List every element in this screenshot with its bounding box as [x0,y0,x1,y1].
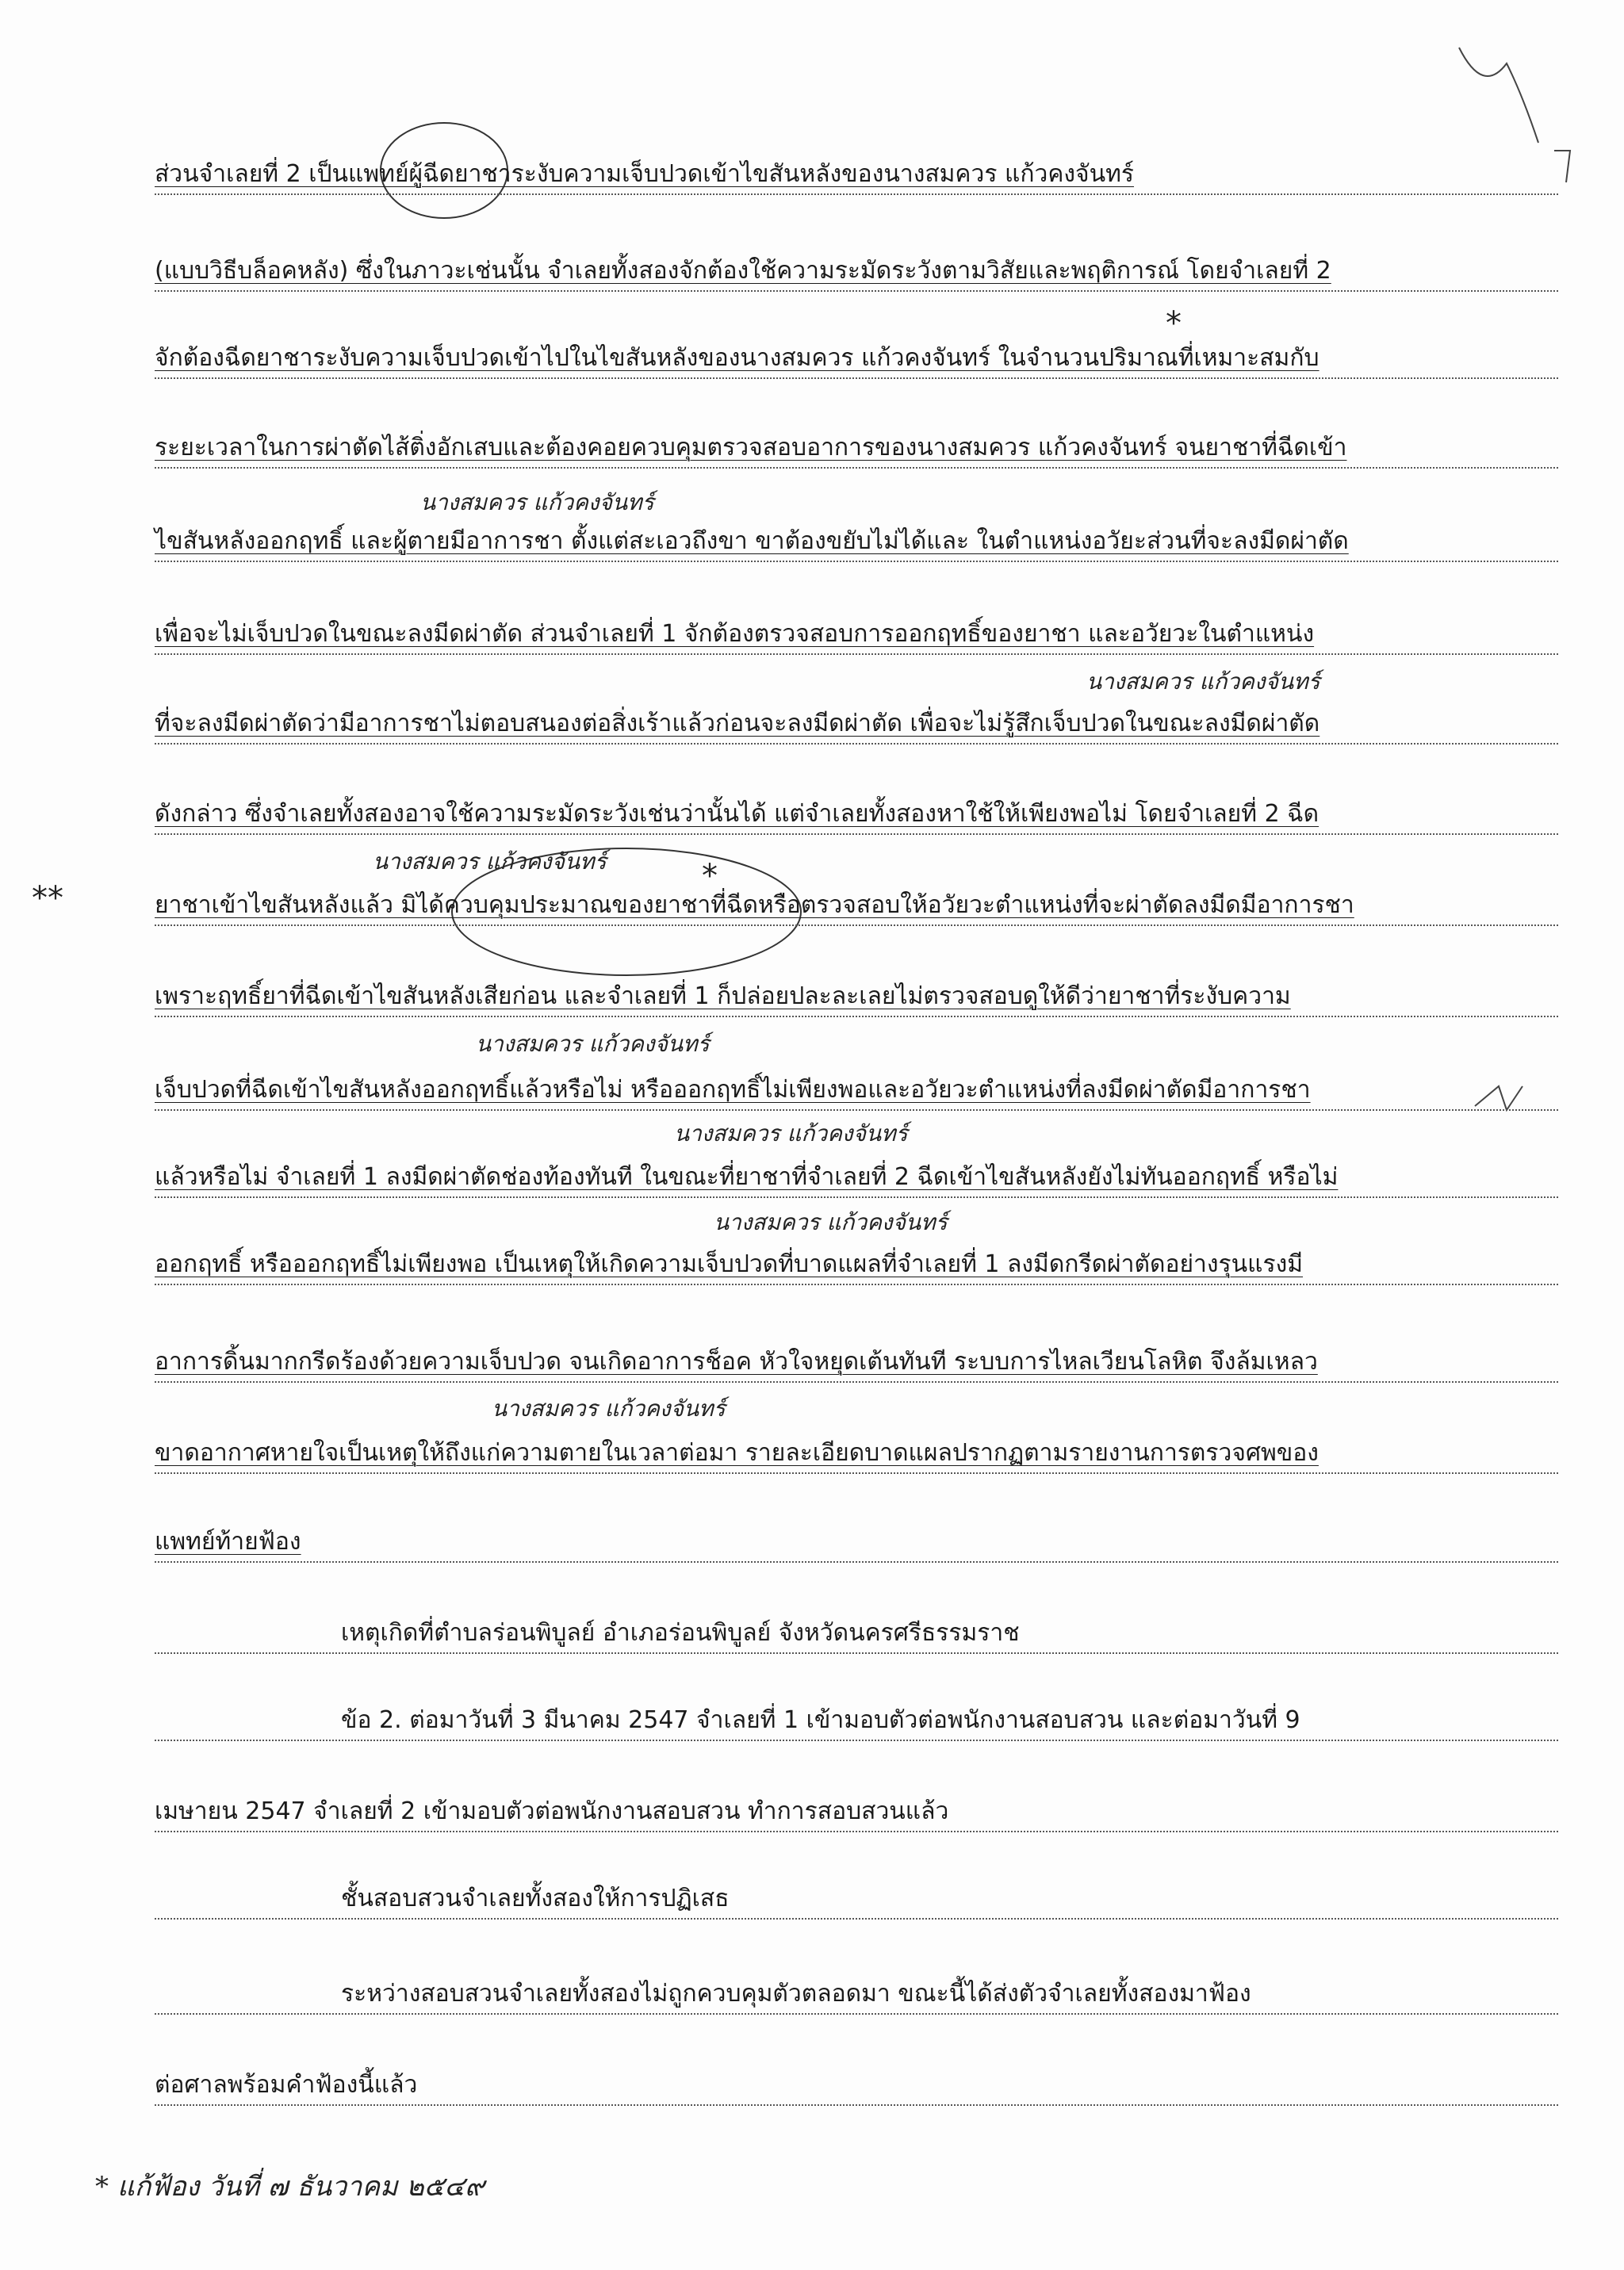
text-line-9: ยาชาเข้าไขสันหลังแล้ว มิได้ควบคุมประมาณของยาชาที่ฉีดหรือตรวจสอบให้อวัยวะตำแหน่งที่จะผ่าตัดลงมีดมีอาการชา [155,890,1558,926]
text-line-5: ไขสันหลังออกฤทธิ์ และผู้ตายมีอาการชา ตั้งแต่สะเอวถึงขา ขาต้องขยับไม่ได้และ ในตำแหน่งอวัยะส่วนที่จะลงมีดผ่าตัด [155,526,1558,562]
asterisk-mark-2: * [702,858,718,894]
text-line-11: เจ็บปวดที่ฉีดเข้าไขสันหลังออกฤทธิ์แล้วหรือไม่ หรือออกฤทธิ์ไม่เพียงพอและอวัยวะตำแหน่งที่ลงมีดผ่าตัดมีอาการชา [155,1074,1558,1111]
text-line-6: เพื่อจะไม่เจ็บปวดในขณะลงมีดผ่าตัด ส่วนจำเลยที่ 1 จักต้องตรวจสอบการออกฤทธิ์ของยาชา และอวัยวะในตำแหน่ง [155,618,1558,655]
text-line-22: ต่อศาลพร้อมคำฟ้องนี้แล้ว [155,2069,1558,2106]
footer-note-text: แก้ฟ้อง วันที่ ๗ ธันวาคม ๒๕๔๙ [117,2171,485,2203]
text-line-20: ชั้นสอบสวนจำเลยทั้งสองให้การปฏิเสธ [155,1883,1558,1920]
text-line-14: อาการดิ้นมากกรีดร้องด้วยความเจ็บปวด จนเกิดอาการช็อค หัวใจหยุดเต้นทันที ระบบการไหลเวียนโลหิต จึงล้มเหลว [155,1346,1558,1383]
text-line-16: แพทย์ท้ายฟ้อง [155,1526,1558,1563]
text-line-8: ดังกล่าว ซึ่งจำเลยทั้งสองอาจใช้ความระมัดระวังเช่นว่านั้นได้ แต่จำเลยทั้งสองหาใช้ให้เพียงพอไม่ โดยจำเลยที่ 2 ฉีด [155,798,1558,835]
text-line-12: แล้วหรือไม่ จำเลยที่ 1 ลงมีดผ่าตัดช่องท้องทันที ในขณะที่ยาชาที่จำเลยที่ 2 ฉีดเข้าไขสันหลังยังไม่ทันออกฤทธิ์ หรือไม่ [155,1162,1558,1198]
text-line-3: จักต้องฉีดยาชาระงับความเจ็บปวดเข้าไปในไขสันหลังของนางสมควร แก้วคงจันทร์ ในจำนวนปริมาณที่เหมาะสมกับ [155,343,1558,379]
handwritten-annotation-6: นางสมควร แก้วคงจันทร์ [714,1209,948,1235]
text-line-15: ขาดอากาศหายใจเป็นเหตุให้ถึงแก่ความตายในเวลาต่อมา รายละเอียดบาดแผลปรากฏตามรายงานการตรวจศพของ [155,1437,1558,1474]
text-line-21: ระหว่างสอบสวนจำเลยทั้งสองไม่ถูกควบคุมตัวตลอดมา ขณะนี้ได้ส่งตัวจำเลยทั้งสองมาฟ้อง [155,1978,1558,2015]
text-line-2: (แบบวิธีบล็อคหลัง) ซึ่งในภาวะเช่นนั้น จำเลยทั้งสองจักต้องใช้ความระมัดระวังตามวิสัยและพฤติการณ์ โดยจำเลยที่ 2 [155,255,1558,292]
text-line-1: ส่วนจำเลยที่ 2 เป็นแพทย์ผู้ฉีดยาชาระงับความเจ็บปวดเข้าไขสันหลังของนางสมควร แก้วคงจันทร์ [155,159,1558,195]
asterisk-mark-1: * [1166,305,1182,342]
text-line-4: ระยะเวลาในการผ่าตัดไส้ติ่งอักเสบและต้องคอยควบคุมตรวจสอบอาการของนางสมควร แก้วคงจันทร์ จนยาชาที่ฉีดเข้า [155,432,1558,469]
handwritten-annotation-3: นางสมควร แก้วคงจันทร์ [373,848,607,875]
text-line-17: เหตุเกิดที่ตำบลร่อนพิบูลย์ อำเภอร่อนพิบูลย์ จังหวัดนครศรีธรรมราช [155,1617,1558,1654]
handwritten-annotation-2: นางสมควร แก้วคงจันทร์ [1086,668,1320,695]
handwritten-annotation-5: นางสมควร แก้วคงจันทร์ [674,1120,908,1146]
handwritten-annotation-4: นางสมควร แก้วคงจันทร์ [476,1031,710,1057]
handwritten-annotation-1: นางสมควร แก้วคงจันทร์ [420,489,654,515]
footer-star: * [95,2171,109,2203]
margin-asterisk-mark: ** [32,880,63,917]
footer-handwritten-note [95,2165,485,2207]
text-line-10: เพราะฤทธิ์ยาที่ฉีดเข้าไขสันหลังเสียก่อน และจำเลยที่ 1 ก็ปล่อยปละละเลยไม่ตรวจสอบดูให้ดีว่ายาชาที่ระงับความ [155,981,1558,1017]
text-line-18: ข้อ 2. ต่อมาวันที่ 3 มีนาคม 2547 จำเลยที่ 1 เข้ามอบตัวต่อพนักงานสอบสวน และต่อมาวันที่ 9 [155,1705,1558,1741]
text-line-7: ที่จะลงมีดผ่าตัดว่ามีอาการชาไม่ตอบสนองต่อสิ่งเร้าแล้วก่อนจะลงมีดผ่าตัด เพื่อจะไม่รู้สึกเจ็บปวดในขณะลงมีดผ่าตัด [155,708,1558,745]
text-line-13: ออกฤทธิ์ หรือออกฤทธิ์ไม่เพียงพอ เป็นเหตุให้เกิดความเจ็บปวดที่บาดแผลที่จำเลยที่ 1 ลงมีดกรีดผ่าตัดอย่างรุนแรงมี [155,1249,1558,1285]
handwritten-annotation-7: นางสมควร แก้วคงจันทร์ [492,1395,726,1422]
text-line-19: เมษายน 2547 จำเลยที่ 2 เข้ามอบตัวต่อพนักงานสอบสวน ทำการสอบสวนแล้ว [155,1796,1558,1832]
